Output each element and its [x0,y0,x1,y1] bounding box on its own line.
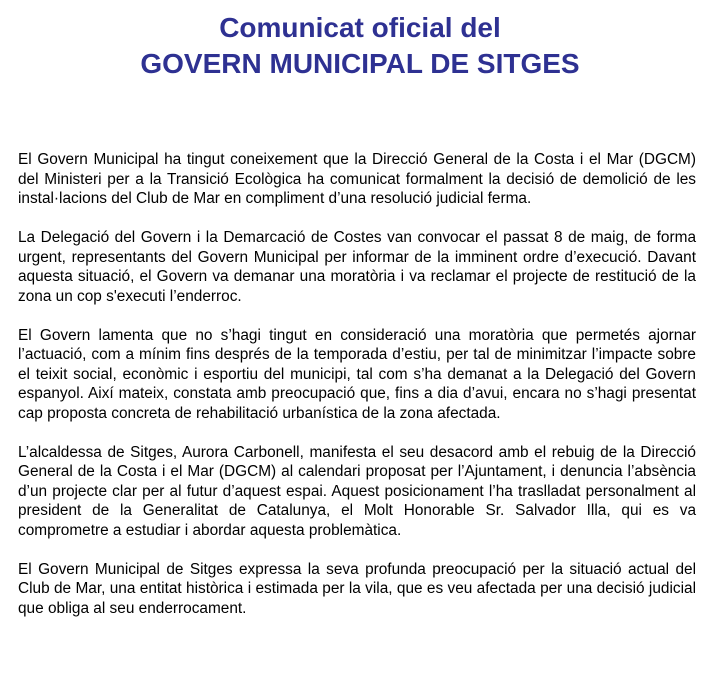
paragraph-1: El Govern Municipal ha tingut coneixement que la Direcció General de la Costa i el Mar (DGCM) del Ministeri per a la Transició Ecològica ha comunicat formalment la decisió de demolició de les instal·lacions del Club de Mar en compliment d’una resolució judicial ferma. [18,151,696,207]
paragraph-4: L’alcaldessa de Sitges, Aurora Carbonell, manifesta el seu desacord amb el rebuig de la Direcció General de la Costa i el Mar (DGCM) al calendari proposat per l’Ajuntament, i denuncia l’absència d’un projecte clar per al futur d’aquest espai. Aquest posicionament l’ha traslladat personalment al president de la Generalitat de Catalunya, el Molt Honorable Sr. Salvador Illa, qui es va comprometre a estudiar i abordar aquesta problemàtica. [18,443,696,539]
title-line-1: Comunicat oficial del [219,12,501,43]
paragraph-2: La Delegació del Govern i la Demarcació de Costes van convocar el passat 8 de maig, de forma urgent, representants del Govern Municipal per informar de la imminent ordre d’execució. Davant aquesta situació, el Govern va demanar una moratòria i va reclamar el projecte de restitució de la zona un cop s'executi l’enderroc. [18,229,696,305]
document-header [0,10,720,82]
paragraph-5: El Govern Municipal de Sitges expressa la seva profunda preocupació per la situació actual del Club de Mar, una entitat històrica i estimada per la vila, que es veu afectada per una decisió judicial que obliga al seu enderrocament. [18,560,696,617]
title-line-2: GOVERN MUNICIPAL DE SITGES [140,48,580,79]
paragraph-3: El Govern lamenta que no s’hagi tingut en consideració una moratòria que permetés ajornar l’actuació, com a mínim fins després de la temporada d’estiu, per tal de minimitzar l’impacte sobre el teixit social, econòmic i esportiu del municipi, tal com s’ha demanat a la Delegació del Govern espanyol. Així mateix, constata amb preocupació que, fins a dia d’avui, encara no s’hagi presentat cap proposta concreta de rehabilitació urbanística de la zona afectada. [18,326,696,422]
document-body [18,150,696,618]
